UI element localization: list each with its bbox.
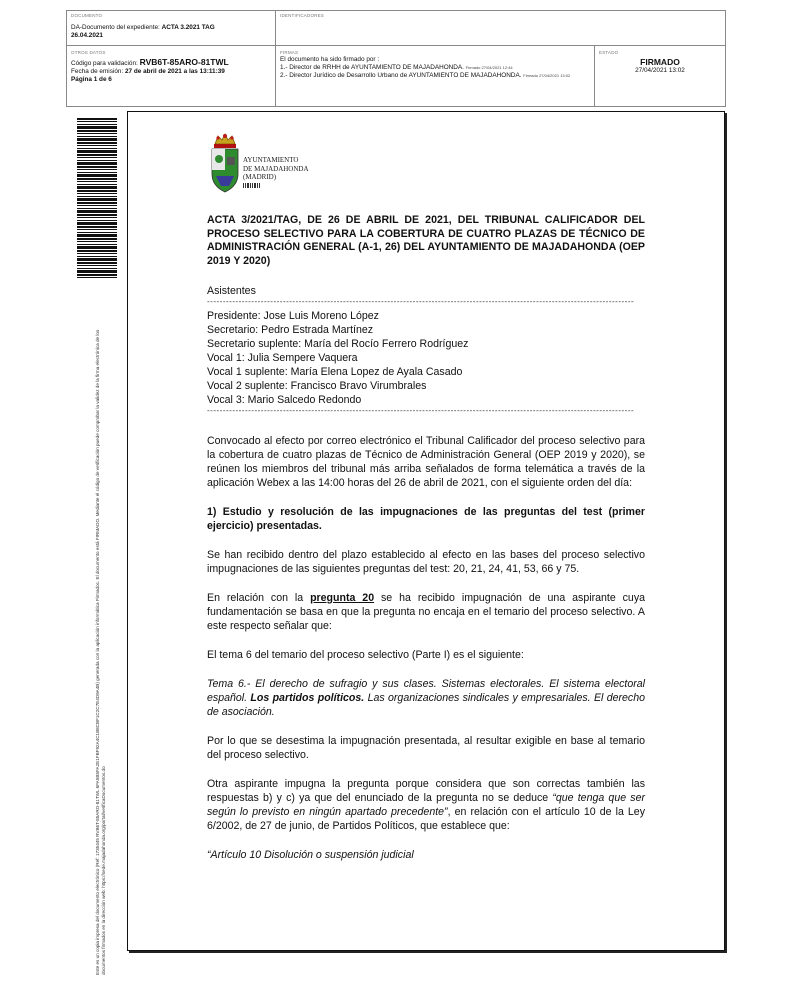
member: Vocal 2 suplente: Francisco Bravo Virumbrales [207, 380, 427, 392]
emission-date: 27 de abril de 2021 a las 13:11:39 [125, 68, 225, 75]
fecha-prefix: Fecha de emisión: [71, 68, 125, 75]
member: Vocal 1: Julia Sempere Vaquera [207, 352, 358, 364]
documento-date: 26.04.2021 [71, 32, 103, 39]
small-barcode-icon [243, 183, 261, 188]
member: Vocal 3: Mario Salcedo Redondo [207, 394, 362, 406]
paragraph: El tema 6 del temario del proceso selectivo (Parte I) es el siguiente: [207, 649, 524, 661]
documento-value: DA-Documento del expediente: [71, 24, 162, 31]
codigo-prefix: Código para validación: [71, 60, 140, 67]
quote: Tema 6.- El derecho de sufragio y sus clases. Sistemas electorales. El sistema electoral español. Los partidos políticos. Las organizaciones sindicales y empresariales. El derecho de asociación. [207, 678, 646, 718]
members-list [207, 309, 645, 407]
section-heading: 1) Estudio y resolución de las impugnaciones de las preguntas del test (primer ejercicio) presentadas. [207, 506, 645, 532]
estado-date: 27/04/2021 13:02 [635, 67, 685, 74]
identificadores-cell [276, 11, 725, 46]
article-heading: “Artículo 10 Disolución o suspensión judicial [207, 849, 414, 861]
barcode [77, 118, 117, 280]
separator: --------------------------------------------------------------------------------------------------------------------------------------- [207, 298, 635, 306]
firmas-cell [276, 46, 595, 106]
document-body [207, 214, 645, 862]
document-header [66, 10, 726, 107]
firma-1: 1.- Director de RRHH de AYUNTAMIENTO DE MAJADAHONDA. [280, 64, 464, 71]
page-count: Página 1 de 6 [71, 76, 112, 83]
document-title: ACTA 3/2021/TAG, DE 26 DE ABRIL DE 2021, DEL TRIBUNAL CALIFICADOR DEL PROCESO SELECTIVO PARA LA COBERTURA DE CUATRO PLAZAS DE TÉCNICO DE ADMINISTRACIÓN GENERAL (A-1, 26) DEL AYUNTAMIENTO DE MAJADAHONDA (OEP 2019 Y 2020) [207, 214, 645, 267]
validation-code: RVB6T-85ARO-81TWL [139, 57, 229, 67]
paragraph: En relación con la pregunta 20 se ha recibido impugnación de una aspirante cuya fundamentación se basa en que la pregunta no encaja en el temario del proceso selectivo. A este respecto señalar que: [207, 592, 646, 632]
firmas-label: FIRMAS [280, 50, 299, 55]
asistentes-heading: Asistentes [207, 285, 256, 297]
documento-cell [67, 11, 276, 46]
firma-2: 2.- Director Jurídico de Desarrollo Urbano de AYUNTAMIENTO DE MAJADAHONDA. [280, 72, 522, 79]
member: Secretario suplente: María del Rocío Ferrero Rodríguez [207, 338, 469, 350]
firma-2-date: Firmado 27/04/2021 13:02 [523, 73, 571, 78]
documento-label: DOCUMENTO [71, 13, 103, 18]
coat-of-arms-icon [207, 132, 243, 196]
paragraph: Otra aspirante impugna la pregunta porque considera que son correctas también las respuestas b) y c) ya que del enunciado de la pregunta no se deduce “que tenga que ser según lo previsto en ningún apartado precedente”, en relación con el artículo 10 de la Ley 6/2002, de 27 de junio, de Partidos Políticos, que establece que: [207, 778, 646, 832]
member: Presidente: Jose Luis Moreno López [207, 310, 379, 322]
firma-1-date: Firmado 27/04/2021 12:44 [465, 65, 513, 70]
separator: --------------------------------------------------------------------------------------------------------------------------------------- [207, 407, 635, 415]
documento-value-bold: ACTA 3.2021 TAG [161, 24, 215, 31]
paragraph: Por lo que se desestima la impugnación presentada, al resultar exigible en base al temario del proceso selectivo. [207, 735, 645, 761]
otros-datos-cell [67, 46, 276, 106]
firmas-intro: El documento ha sido firmado por : [280, 56, 380, 63]
paragraph: Convocado al efecto por correo electrónico el Tribunal Calificador del proceso selectivo para la cobertura de cuatro plazas de Técnico de Administración General (OEP 2019 y 2020), se reúnen los miembros del tribunal más arriba señalados de forma telemática a través de la aplicación Webex a las 14:00 horas del 26 de abril de 2021, con el siguiente orden del día: [207, 435, 645, 489]
estado-label: ESTADO [599, 50, 619, 55]
identificadores-label: IDENTIFICADORES [280, 13, 325, 18]
municipality-name: AYUNTAMIENTO DE MAJADAHONDA (MADRID) [243, 156, 309, 188]
member: Secretario: Pedro Estrada Martínez [207, 324, 374, 336]
member: Vocal 1 suplente: María Elena Lopez de Ayala Casado [207, 366, 463, 378]
otros-datos-label: OTROS DATOS [71, 50, 106, 55]
estado-value: FIRMADO [640, 57, 680, 67]
question-reference: pregunta 20 [310, 592, 375, 604]
paragraph: Se han recibido dentro del plazo establecido al efecto en las bases del proceso selectivo impugnaciones de las siguientes preguntas del test: 20, 21, 24, 41, 53, 66 y 75. [207, 549, 645, 575]
verification-side-text: Este es un copia impresa del documento electrónico (Ref: 1735445 RVB6T-85ARO-81TWL 6FA5B5FA2E1FBF92A4C1B8CBF1C2C7E4D9A4B) generada con la aplicación informática Firmadoc. El documento está FIRMADO. Mediante el código de verificación puede comprobar la validez de la firma electrónica de los documentos firmados en la dirección web: https://sede.majadahonda.org/portal/verificaDocumentos.do [95, 329, 106, 975]
estado-cell [595, 46, 725, 106]
